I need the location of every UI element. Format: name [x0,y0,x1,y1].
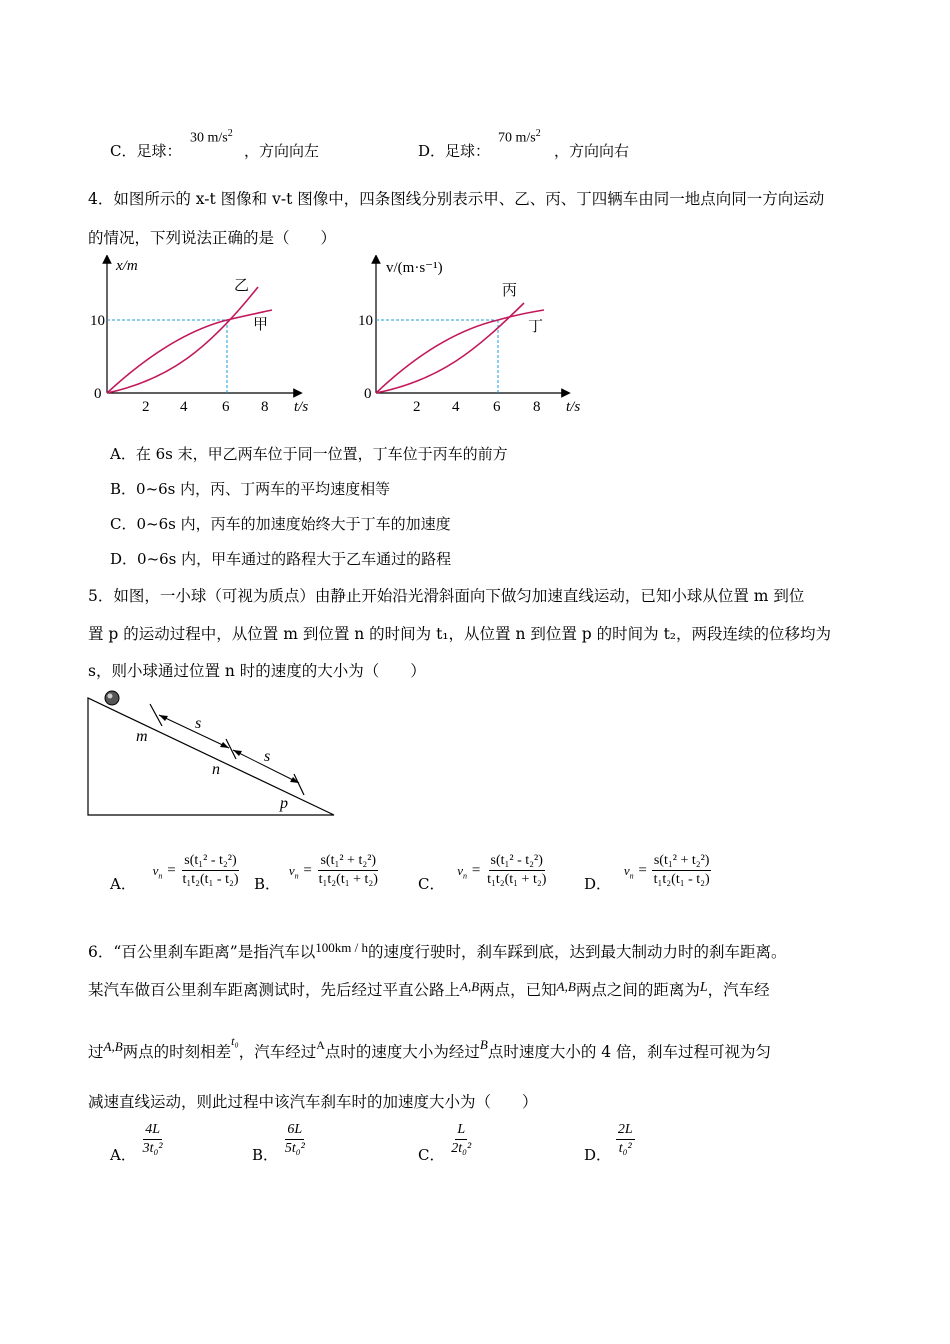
q5-a-v: v [152,862,159,878]
incline-diagram [84,684,344,824]
vt-xtick: 8 [533,399,541,415]
q5-a-frac [180,852,240,889]
q5-d-eq: = [638,862,647,879]
q6-a-frac [141,1121,165,1158]
q6-option-b [252,1121,307,1164]
q6-ab2: A,B [556,979,576,994]
q5-b-num: s(t₁² + t₂²) [318,852,378,871]
q5-d-letter: D． [584,874,612,893]
q6-l2a: 某汽车做百公里刹车距离测试时，先后经过平直公路上 [88,981,461,999]
vt-label-ding: 丁 [528,319,544,335]
q6-stem-line2 [88,978,770,1000]
q3-option-d-direction: ，方向向右 [554,142,630,160]
q6-A: A [316,1038,325,1052]
vt-graph [356,255,596,417]
q6-l3b: 两点的时刻相差 [122,1043,232,1061]
q3-d-exp: 2 [535,128,541,139]
q6-l3c: ，汽车经过 [238,1043,317,1061]
q5-c-num: s(t₁² - t₂²) [489,852,545,871]
vt-curve-ding [376,310,544,393]
q6-c-letter: C． [418,1145,445,1164]
q6-b-frac [283,1121,307,1158]
q5-a-den: t₁t₂(t₁ - t₂) [182,872,239,887]
q5-d-sub: n [629,871,634,881]
q6-B: B [479,1037,488,1052]
q6-option-d [584,1121,635,1164]
q5-d-den: t₁t₂(t₁ - t₂) [653,872,710,887]
q3-option-c-direction: ，方向向左 [244,142,320,160]
q6-d-frac [616,1121,635,1158]
xt-xtick: 8 [261,399,269,415]
xt-ylabel: x/m [116,258,138,274]
incline-triangle [88,698,334,815]
q6-l3a: 过 [88,1043,104,1061]
vt-curve-bing [376,303,524,393]
q5-c-eq: = [471,862,481,879]
vt-ylabel: v/(m·s⁻¹) [386,260,443,276]
q5-stem-line3: s，则小球通过位置 n 时的速度的大小为（ ） [88,662,426,680]
q6-l3d: 点时的速度大小为经过 [324,1043,480,1061]
mark-n [226,739,236,759]
q5-a-eq: = [167,862,176,879]
q6-stem-line1 [88,940,786,962]
q6-l2c: 两点之间的距离为 [575,981,700,999]
xt-label-yi: 乙 [234,278,250,294]
q5-d-num: s(t₁² + t₂²) [652,852,712,871]
q3-option-c-value [190,128,233,147]
q6-b-num: 6L [285,1121,304,1140]
xt-xtick: 2 [142,399,150,415]
vt-xtick: 4 [452,399,460,415]
q5-b-eq: = [303,862,312,879]
q6-c-den: 2t₀² [451,1141,472,1156]
q5-option-c [418,852,548,893]
q6-speed: 100km / h [315,940,368,955]
mark-p [294,774,304,795]
q6-a-letter: A． [110,1145,136,1164]
vt-label-bing: 丙 [502,283,518,299]
q5-a-sub: n [158,871,163,881]
q6-b-den: 5t₀² [284,1141,305,1156]
xt-ytick-10: 10 [90,313,105,329]
q5-b-v: v [288,862,295,878]
q3-c-value-text: 30 m/s [190,130,228,146]
q5-c-v: v [457,862,464,878]
q6-d-den: t₀² [618,1141,632,1156]
q5-d-frac [652,852,712,889]
q6-option-a [110,1121,165,1164]
q6-option-c [418,1121,473,1164]
q6-l2d: ，汽车经 [707,981,770,999]
q6-d-letter: D． [584,1145,612,1164]
q3-option-c-label: C．足球： [110,142,182,160]
q4-option-a: A．在 6s 末，甲乙两车位于同一位置，丁车位于丙车的前方 [110,445,508,463]
q6-ab1: A,B [460,979,480,994]
q4-option-b: B．0~6s 内，丙、丁两车的平均速度相等 [110,480,391,498]
q5-stem-line2: 置 p 的运动过程中，从位置 m 到位置 n 的时间为 t₁，从位置 n 到位置 p 的时间为 t₂，两段连续的位移均为 [88,625,832,643]
q6-d-num: 2L [616,1121,635,1140]
label-s1: s [195,715,202,732]
arrow-s1 [159,715,229,748]
ball-highlight [108,694,113,699]
xt-xlabel: t/s [294,399,309,415]
arrow-s1-head-a [159,715,168,721]
q6-l3e: 点时速度大小的 4 倍，刹车过程可视为匀 [487,1043,772,1061]
q5-c-letter: C． [418,874,445,893]
xt-xtick: 6 [222,399,230,415]
xt-graph [88,255,328,417]
q6-L: L [699,980,708,995]
q6-a-num: 4L [143,1121,162,1140]
q4-option-c: C．0~6s 内，丙车的加速度始终大于丁车的加速度 [110,515,451,533]
vt-origin: 0 [364,386,372,402]
q6-stem-line4: 减速直线运动，则此过程中该汽车刹车时的加速度大小为（ ） [88,1093,538,1111]
q3-c-exp: 2 [227,128,233,139]
label-s2: s [264,748,271,765]
q5-c-den: t₁t₂(t₁ + t₂) [487,872,547,887]
q5-b-letter: B． [254,874,281,893]
q5-b-sub: n [294,871,299,881]
q3-option-d [418,140,490,161]
q6-stem-line3 [88,1034,772,1062]
q5-b-frac [317,852,380,889]
q6-t0: t₀ [231,1034,239,1048]
vt-xtick: 6 [493,399,501,415]
q5-a-letter: A． [110,874,136,893]
xt-origin: 0 [94,386,102,402]
q4-stem-line1: 4．如图所示的 x-t 图像和 v-t 图像中，四条图线分别表示甲、乙、丙、丁四辆车由同一地点向同一方向运动 [88,190,825,208]
mark-m [150,704,162,726]
q3-option-d-label: D．足球： [418,142,491,160]
q5-a-num: s(t₁² - t₂²) [182,852,238,871]
q5-stem-line1: 5．如图，一小球（可视为质点）由静止开始沿光滑斜面向下做匀加速直线运动，已知小球从位置 m 到位 [88,587,805,605]
arrow-s2-head-b [290,777,299,783]
vt-ytick-10: 10 [358,313,373,329]
label-m: m [136,728,148,745]
q6-a-den: 3t₀² [142,1141,163,1156]
q3-d-value-text: 70 m/s [498,130,536,146]
q3-option-d-value [498,128,541,147]
q3-option-c [110,140,181,161]
q6-c-num: L [455,1121,467,1140]
vt-xlabel: t/s [566,399,581,415]
label-n: n [212,761,220,778]
q4-stem-line2: 的情况，下列说法正确的是（ ） [88,229,337,247]
q5-d-v: v [623,862,630,878]
xt-xtick: 4 [180,399,188,415]
q6-c-frac [449,1121,473,1158]
q5-option-d [584,852,712,893]
ball-icon [105,691,119,705]
q4-option-d: D．0~6s 内，甲车通过的路程大于乙车通过的路程 [110,550,452,568]
q6-l1b: 的速度行驶时，刹车踩到底，达到最大制动力时的刹车距离。 [367,943,787,961]
q6-b-letter: B． [252,1145,279,1164]
q5-c-frac [485,852,548,889]
xt-label-jia: 甲 [253,317,269,333]
xt-curve-yi [107,287,258,393]
q5-option-b [254,852,380,893]
vt-xtick: 2 [413,399,421,415]
q6-l2b: 两点，已知 [479,981,557,999]
label-p: p [280,795,288,812]
q6-l1a: 6．“百公里刹车距离”是指汽车以 [88,943,316,961]
xt-curve-jia [107,310,272,393]
q6-ab3: A,B [103,1039,123,1054]
q5-option-a [110,852,241,893]
q5-c-sub: n [463,871,468,881]
q5-b-den: t₁t₂(t₁ + t₂) [318,872,378,887]
